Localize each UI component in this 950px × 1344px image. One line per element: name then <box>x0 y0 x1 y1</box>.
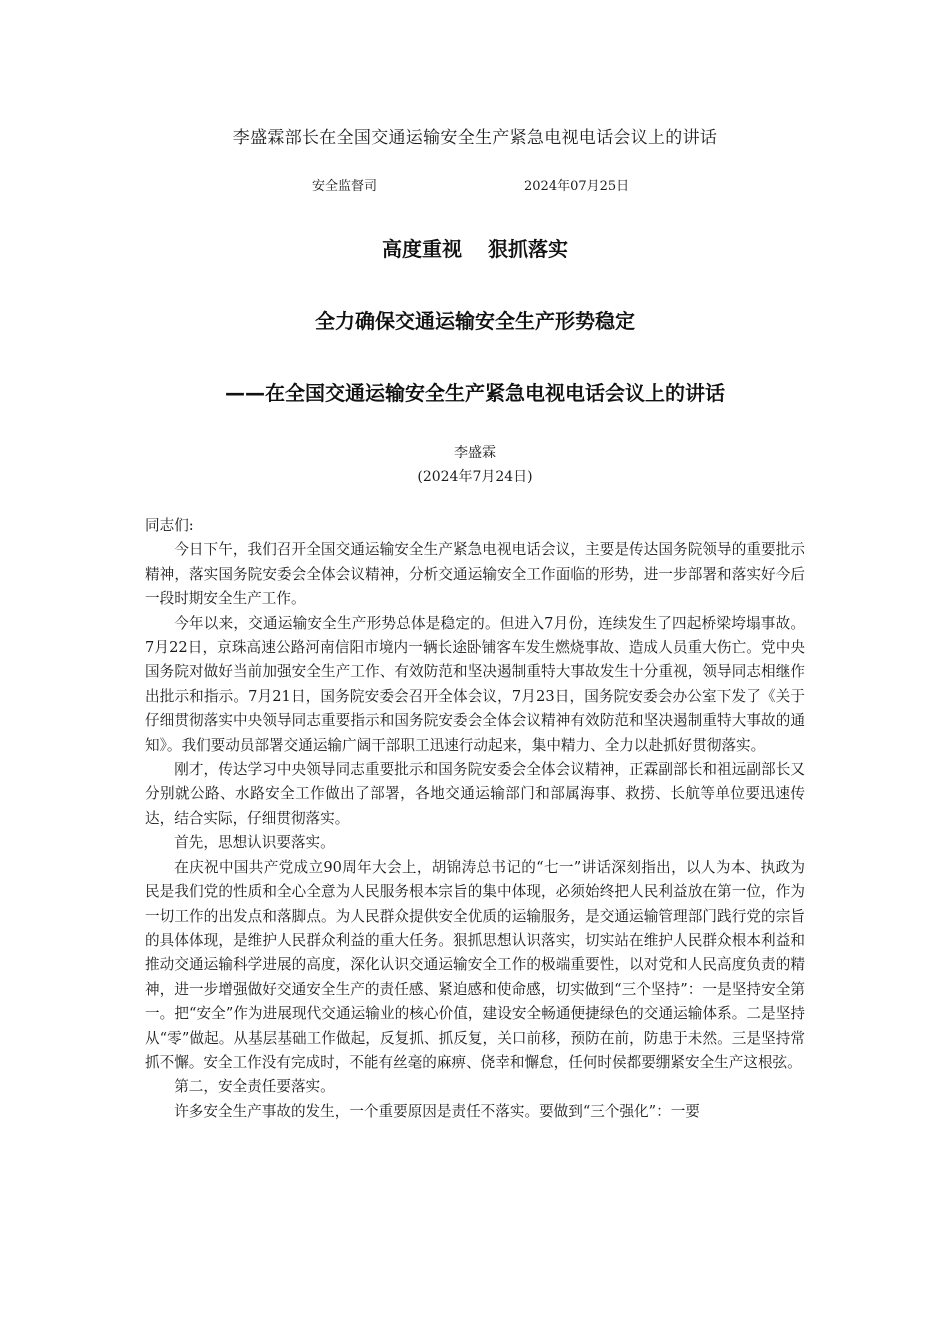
document-title: 李盛霖部长在全国交通运输安全生产紧急电视电话会议上的讲话 <box>232 128 718 148</box>
speech-heading-line-2: 全力确保交通运输安全生产形势稳定 <box>315 309 635 333</box>
section-heading-2: 第二，安全责任要落实。 <box>174 1078 335 1096</box>
speech-heading-line-1 <box>0 234 950 264</box>
paragraph-5: 许多安全生产事故的发生，一个重要原因是责任不落实。要做到“三个强化”：一要 <box>174 1102 700 1120</box>
speech-body <box>145 514 805 1124</box>
paragraph-1: 今日下午，我们召开全国交通运输安全生产紧急电视电话会议，主要是传达国务院领导的重要批示精神，落实国务院安委会全体会议精神，分析交通运输安全工作面临的形势，进一步部署和落实好今后一段时期安全生产工作。 <box>145 541 805 608</box>
speech-date: (2024年7月24日) <box>417 469 533 485</box>
speech-heading-part-1: 高度重视 <box>382 237 462 261</box>
paragraph-3: 刚才，传达学习中央领导同志重要批示和国务院安委会全体会议精神，正霖副部长和祖远副部长又分别就公路、水路安全工作做出了部署，各地交通运输部门和部属海事、救捞、长航等单位要迅速传达，结合实际，仔细贯彻落实。 <box>145 761 805 827</box>
speech-subtitle: ——在全国交通运输安全生产紧急电视电话会议上的讲话 <box>225 381 725 405</box>
publish-date: 2024年07月25日 <box>524 179 630 194</box>
speech-heading-part-2: 狠抓落实 <box>488 237 568 261</box>
salutation: 同志们: <box>145 517 194 534</box>
speaker-name: 李盛霖 <box>454 445 496 461</box>
paragraph-4: 在庆祝中国共产党成立90周年大会上，胡锦涛总书记的“七一”讲话深刻指出，以人为本、执政为民是我们党的性质和全心全意为人民服务根本宗旨的集中体现，必须始终把人民利益放在第一位，作为一切工作的出发点和落脚点。为人民群众提供安全优质的运输服务，是交通运输管理部门践行党的宗旨的具体体现，是维护人民群众利益的重大任务。狠抓思想认识落实，切实站在维护人民群众根本利益和推动交通运输科学进展的高度，深化认识交通运输安全工作的极端重要性，以对党和人民高度负责的精神，进一步增强做好交通安全生产的责任感、紧迫感和使命感，切实做到“三个坚持”：一是坚持安全第一。把“安全”作为进展现代交通运输业的核心价值，建设安全畅通便捷绿色的交通运输体系。二是坚持从“零”做起。从基层基础工作做起，反复抓、抓反复，关口前移，预防在前，防患于未然。三是坚持常抓不懈。安全工作没有完成时，不能有丝毫的麻痹、侥幸和懈怠，任何时侯都要绷紧安全生产这根弦。 <box>145 858 805 1071</box>
paragraph-2: 今年以来，交通运输安全生产形势总体是稳定的。但进入7月份，连续发生了四起桥梁垮塌事故。7月22日，京珠高速公路河南信阳市境内一辆长途卧铺客车发生燃烧事故、造成人员重大伤亡。党中央国务院对做好当前加强安全生产工作、有效防范和坚决遏制重特大事故发生十分重视，领导同志相继作出批示和指示。7月21日，国务院安委会召开全体会议，7月23日，国务院安委会办公室下发了《关于仔细贯彻落实中央领导同志重要指示和国务院安委会全体会议精神有效防范和坚决遏制重特大事故的通知》。我们要动员部署交通运输广阔干部职工迅速行动起来，集中精力、全力以赴抓好贯彻落实。 <box>145 614 805 754</box>
section-heading-1: 首先，思想认识要落实。 <box>174 834 335 852</box>
department-label: 安全监督司 <box>312 179 378 194</box>
